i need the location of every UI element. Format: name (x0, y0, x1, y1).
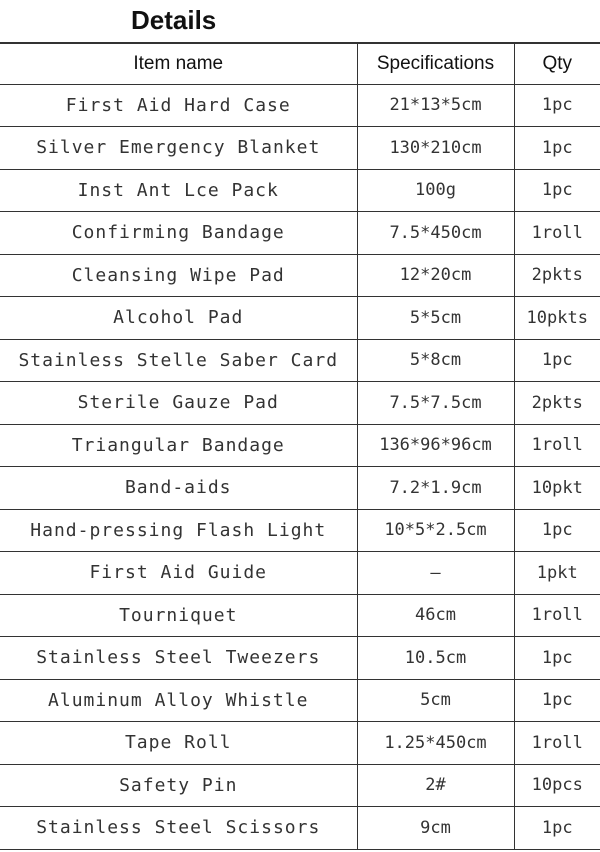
item-name-cell: First Aid Guide (0, 552, 357, 595)
specification-cell: 21*13*5cm (357, 84, 514, 127)
item-name-cell: Confirming Bandage (0, 212, 357, 255)
quantity-cell: 1pc (514, 807, 600, 850)
specification-cell: 10*5*2.5cm (357, 509, 514, 552)
quantity-cell: 1pc (514, 637, 600, 680)
item-name-cell: First Aid Hard Case (0, 84, 357, 127)
item-name-cell: Tourniquet (0, 594, 357, 637)
quantity-cell: 10pkts (514, 297, 600, 340)
item-name-cell: Inst Ant Lce Pack (0, 169, 357, 212)
quantity-cell: 1pc (514, 169, 600, 212)
item-name-cell: Alcohol Pad (0, 297, 357, 340)
table-row (0, 594, 600, 637)
item-name-cell: Silver Emergency Blanket (0, 127, 357, 170)
table-row (0, 127, 600, 170)
table-row (0, 679, 600, 722)
item-name-cell: Triangular Bandage (0, 424, 357, 467)
table-row (0, 84, 600, 127)
item-name-cell: Cleansing Wipe Pad (0, 254, 357, 297)
quantity-cell: 1roll (514, 424, 600, 467)
table-row (0, 552, 600, 595)
specification-cell: 136*96*96cm (357, 424, 514, 467)
item-name-cell: Tape Roll (0, 722, 357, 765)
quantity-cell: 2pkts (514, 254, 600, 297)
item-name-cell: Aluminum Alloy Whistle (0, 679, 357, 722)
specification-cell: 10.5cm (357, 637, 514, 680)
specification-cell: 2# (357, 764, 514, 807)
table-row (0, 212, 600, 255)
table-row (0, 722, 600, 765)
table-row (0, 254, 600, 297)
item-name-cell: Hand-pressing Flash Light (0, 509, 357, 552)
specification-cell: 1.25*450cm (357, 722, 514, 765)
page-title: Details (131, 5, 217, 35)
table-row (0, 169, 600, 212)
specification-cell: 5*5cm (357, 297, 514, 340)
quantity-cell: 1pc (514, 84, 600, 127)
quantity-cell: 1pc (514, 339, 600, 382)
quantity-cell: 1pc (514, 509, 600, 552)
quantity-cell: 1roll (514, 594, 600, 637)
column-header-qty: Qty (514, 43, 600, 84)
item-name-cell: Stainless Steel Tweezers (0, 637, 357, 680)
table-row (0, 637, 600, 680)
specification-cell: 7.2*1.9cm (357, 467, 514, 510)
quantity-cell: 1pc (514, 127, 600, 170)
column-header-specifications: Specifications (357, 43, 514, 84)
specification-cell: — (357, 552, 514, 595)
table-header-row (0, 43, 600, 84)
table-row (0, 424, 600, 467)
quantity-cell: 10pcs (514, 764, 600, 807)
item-name-cell: Stainless Steel Scissors (0, 807, 357, 850)
item-name-cell: Stainless Stelle Saber Card (0, 339, 357, 382)
details-table (0, 42, 600, 850)
specification-cell: 100g (357, 169, 514, 212)
specification-cell: 12*20cm (357, 254, 514, 297)
item-name-cell: Band-aids (0, 467, 357, 510)
table-row (0, 297, 600, 340)
specification-cell: 5cm (357, 679, 514, 722)
quantity-cell: 1roll (514, 212, 600, 255)
table-row (0, 339, 600, 382)
table-row (0, 764, 600, 807)
specification-cell: 130*210cm (357, 127, 514, 170)
quantity-cell: 1pkt (514, 552, 600, 595)
quantity-cell: 2pkts (514, 382, 600, 425)
quantity-cell: 1pc (514, 679, 600, 722)
item-name-cell: Safety Pin (0, 764, 357, 807)
specification-cell: 9cm (357, 807, 514, 850)
quantity-cell: 10pkt (514, 467, 600, 510)
quantity-cell: 1roll (514, 722, 600, 765)
table-row (0, 382, 600, 425)
specification-cell: 7.5*7.5cm (357, 382, 514, 425)
column-header-item-name: Item name (0, 43, 357, 84)
specification-cell: 46cm (357, 594, 514, 637)
item-name-cell: Sterile Gauze Pad (0, 382, 357, 425)
table-row (0, 807, 600, 850)
table-row (0, 467, 600, 510)
specification-cell: 7.5*450cm (357, 212, 514, 255)
table-row (0, 509, 600, 552)
specification-cell: 5*8cm (357, 339, 514, 382)
